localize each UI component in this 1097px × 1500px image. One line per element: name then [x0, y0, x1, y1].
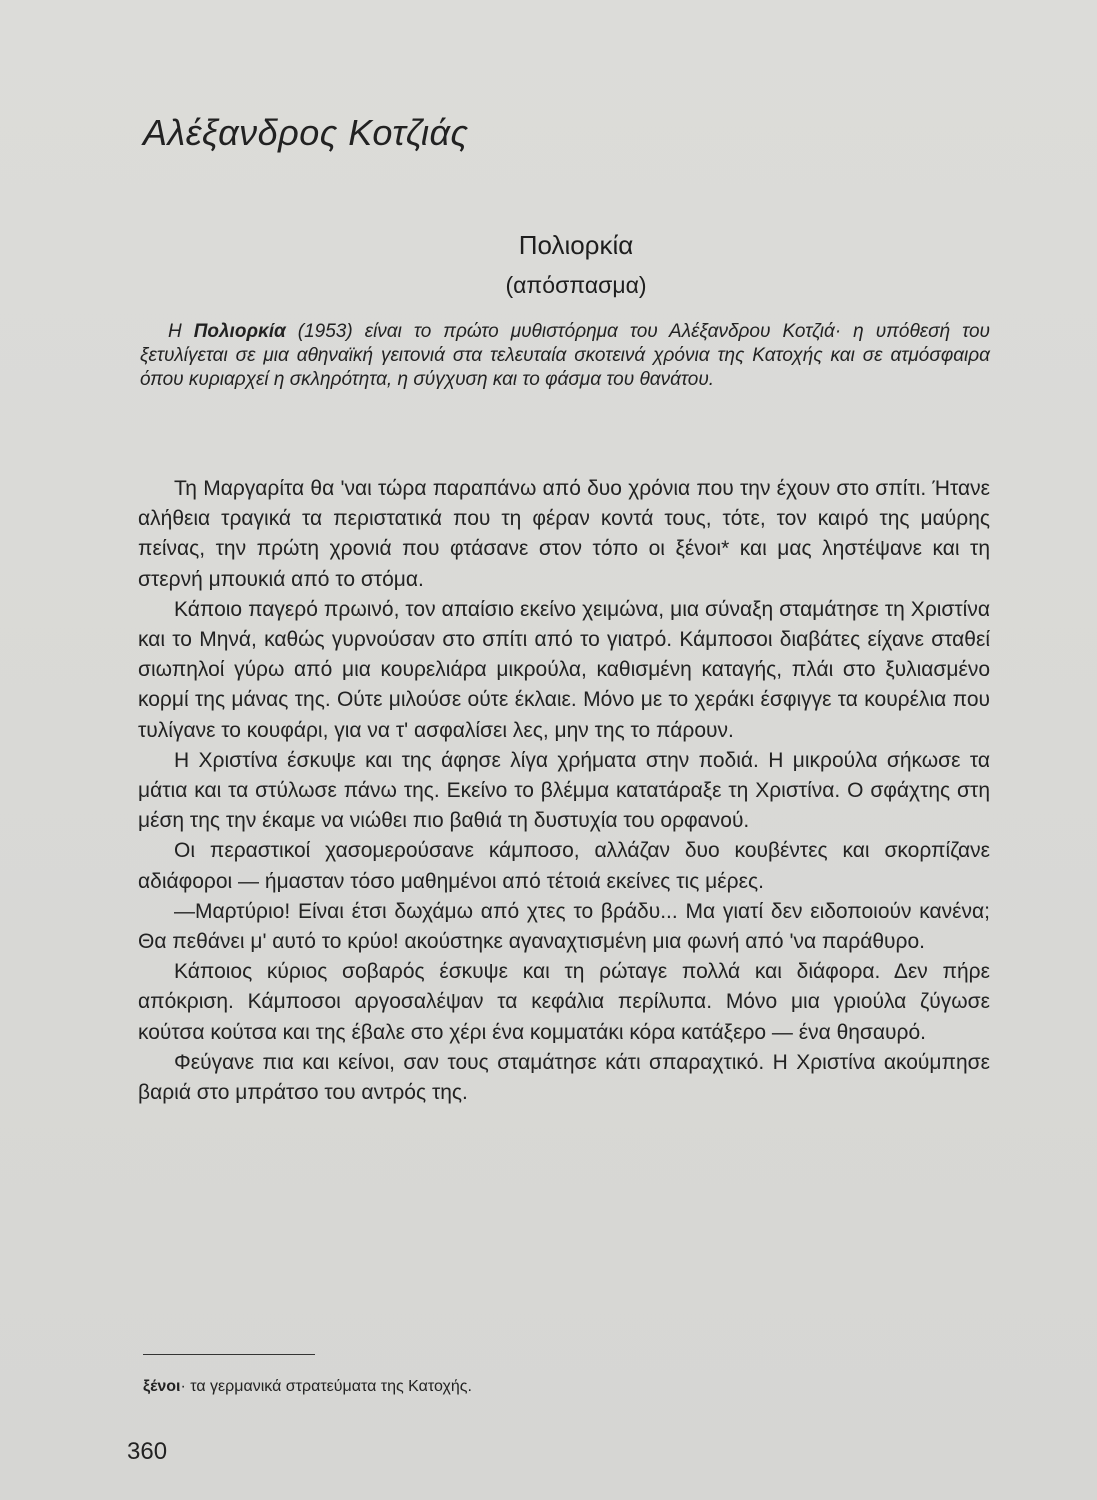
paragraph: —Μαρτύριο! Είναι έτσι δωχάμω από χτες το βράδυ... Μα γιατί δεν ειδοποιούν κανένα; Θα πεθάνει μ' αυτό το κρύο! ακούστηκε αγαναχτισμένη μια φωνή από 'να παράθυρο.: [138, 899, 990, 954]
footnote-term: ξένοι: [143, 1378, 181, 1395]
paragraph: Κάποιο παγερό πρωινό, τον απαίσιο εκείνο χειμώνα, μια σύναξη σταμάτησε τη Χριστίνα και το Μηνά, καθώς γυρνούσαν στο σπίτι από το γιατρό. Κάμποσοι διαβάτες είχανε σταθεί σιωπηλοί γύρω από μια κουρελιάρα μικρούλα, καθισμένη καταγής, πλάι στο ξυλιασμένο κορμί της μάνας της. Ούτε μιλούσε ούτε έκλαιε. Μόνο με το χεράκι έσφιγγε τα κουρέλια που τυλίγανε το κουφάρι, για να τ' ασφαλίσει λες, μην της το πάρουν.: [138, 597, 990, 742]
work-title: Πολιορκία: [518, 230, 634, 260]
excerpt-body: [138, 474, 990, 1108]
paragraph: Η Χριστίνα έσκυψε και της άφησε λίγα χρήματα στην ποδιά. Η μικρούλα σήκωσε τα μάτια και τα στύλωσε πάνω της. Εκείνο το βλέμμα κατατάραξε τη Χριστίνα. Ο σφάχτης στη μέση της την έκαμε να νιώθει πιο βαθιά τη δυστυχία του ορφανού.: [138, 748, 990, 833]
paragraph: Κάποιος κύριος σοβαρός έσκυψε και τη ρώταγε πολλά και διάφορα. Δεν πήρε απόκριση. Κάμποσοι αργοσαλέψαν τα κεφάλια περίλυπα. Μόνο μια γριούλα ζύγωσε κούτσα κούτσα και της έβαλε στο χέρι ένα κομματάκι κόρα κατάξερο — ένα θησαυρό.: [138, 960, 990, 1044]
author-heading: Αλέξανδρος Κοτζιάς: [143, 112, 469, 153]
paragraph: Οι περαστικοί χασομερούσανε κάμποσο, αλλάζαν δυο κουβέντες και σκορπίζανε αδιάφοροι — ήμασταν τόσο μαθημένοι από τέτοιά εκείνες τις μέρες.: [138, 839, 990, 893]
footnote: [143, 1378, 472, 1396]
footnote-divider: [143, 1354, 315, 1355]
paragraph: Φεύγανε πια και κείνοι, σαν τους σταμάτησε κάτι σπαραχτικό. Η Χριστίνα ακούμπησε βαριά στο μπράτσο του αντρός της.: [138, 1050, 990, 1105]
work-subtitle: (απόσπασμα): [505, 272, 647, 298]
intro-note: [140, 320, 990, 392]
intro-bold-title: Πολιορκία: [193, 321, 286, 342]
page-number: 360: [127, 1438, 168, 1465]
paragraph: Τη Μαργαρίτα θα 'ναι τώρα παραπάνω από δυο χρόνια που την έχουν στο σπίτι. Ήτανε αλήθεια τραγικά τα περιστατικά που τη φέραν κοντά τους, τότε, τον καιρό της μαύρης πείνας, την πρώτη χρονιά που φτάσανε στον τόπο οι ξένοι* και μας ληστέψανε και τη στερνή μπουκιά από το στόμα.: [138, 477, 990, 591]
intro-lead: Η: [168, 321, 194, 342]
intro-rest: (1953) είναι το πρώτο μυθιστόρημα του Αλέξανδρου Κοτζιά· η υπόθεσή του ξετυλίγεται σε μια αθηναϊκή γειτονιά στα τελευταία σκοτεινά χρόνια της Κατοχής και σε ατμόσφαιρα όπου κυριαρχεί η σκληρότητα, η σύγχυση και το φάσμα του θανάτου.: [140, 321, 991, 390]
footnote-text: · τα γερμανικά στρατεύματα της Κατοχής.: [180, 1378, 472, 1395]
